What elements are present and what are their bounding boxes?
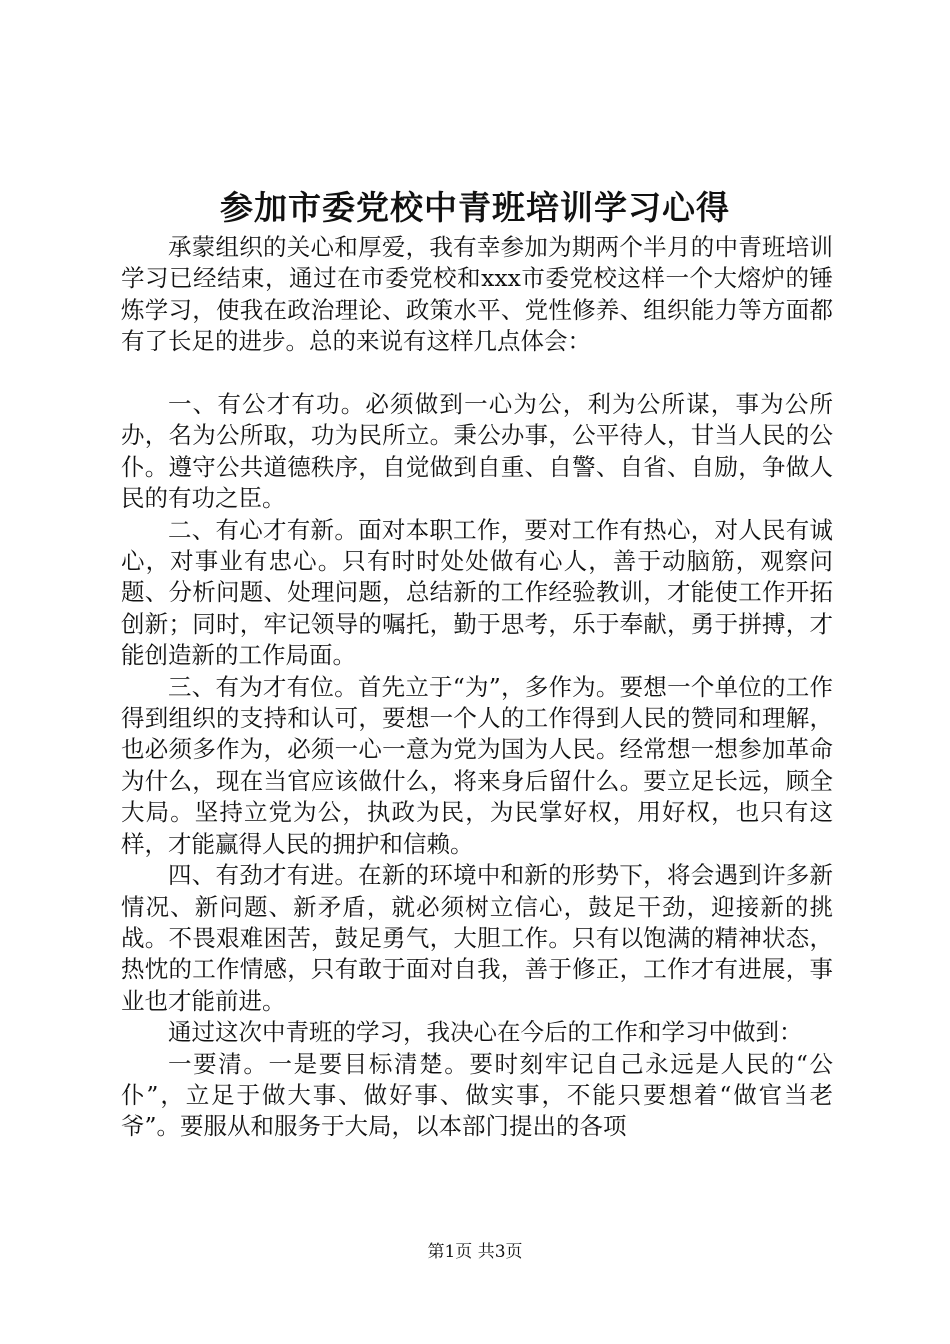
page-number-footer: 第1页 共3页 <box>427 1242 523 1262</box>
paragraph-first-requirement: 一要清。一是要目标清楚。要时刻牢记自己永远是人民的“公仆”，立足于做大事、做好事、做实事，不能只要想着“做官当老爷”。要服从和服务于大局，以本部门提出的各项 <box>121 1049 833 1141</box>
paragraph-intro: 承蒙组织的关心和厚爱，我有幸参加为期两个半月的中青班培训学习已经结束，通过在市委党校和xxx市委党校这样一个大熔炉的锤炼学习，使我在政治理论、政策水平、党性修养、组织能力等方面都有了长足的进步。总的来说有这样几点体会： <box>121 233 833 356</box>
paragraph-point-4: 四、有劲才有进。在新的环境中和新的形势下，将会遇到许多新情况、新问题、新矛盾，就必须树立信心，鼓足干劲，迎接新的挑战。不畏艰难困苦，鼓足勇气，大胆工作。只有以饱满的精神状态，热忱的工作情感，只有敢于面对自我，善于修正，工作才有进展，事业也才能前进。 <box>121 861 833 1015</box>
document-body <box>121 232 833 1143</box>
paragraph-resolution: 通过这次中青班的学习，我决心在今后的工作和学习中做到： <box>168 1018 803 1047</box>
paragraph-point-3: 三、有为才有位。首先立于“为”，多作为。要想一个单位的工作得到组织的支持和认可，要想一个人的工作得到人民的赞同和理解，也必须多作为，必须一心一意为党为国为人民。经常想一想参加革命为什么，现在当官应该做什么，将来身后留什么。要立足长远，顾全大局。坚持立党为公，执政为民，为民掌好权，用好权，也只有这样，才能赢得人民的拥护和信赖。 <box>121 672 833 858</box>
paragraph-point-1: 一、有公才有功。必须做到一心为公，利为公所谋，事为公所办，名为公所取，功为民所立。秉公办事，公平待人，甘当人民的公仆。遵守公共道德秩序，自觉做到自重、自警、自省、自励，争做人民的有功之臣。 <box>121 390 833 513</box>
document-title: 参加市委党校中青班培训学习心得 <box>220 188 730 227</box>
paragraph-point-2: 二、有心才有新。面对本职工作，要对工作有热心，对人民有诚心，对事业有忠心。只有时时处处做有心人，善于动脑筋，观察问题、分析问题、处理问题，总结新的工作经验教训，才能使工作开拓创新；同时，牢记领导的嘱托，勤于思考，乐于奉献，勇于拼搏，才能创造新的工作局面。 <box>121 515 833 670</box>
